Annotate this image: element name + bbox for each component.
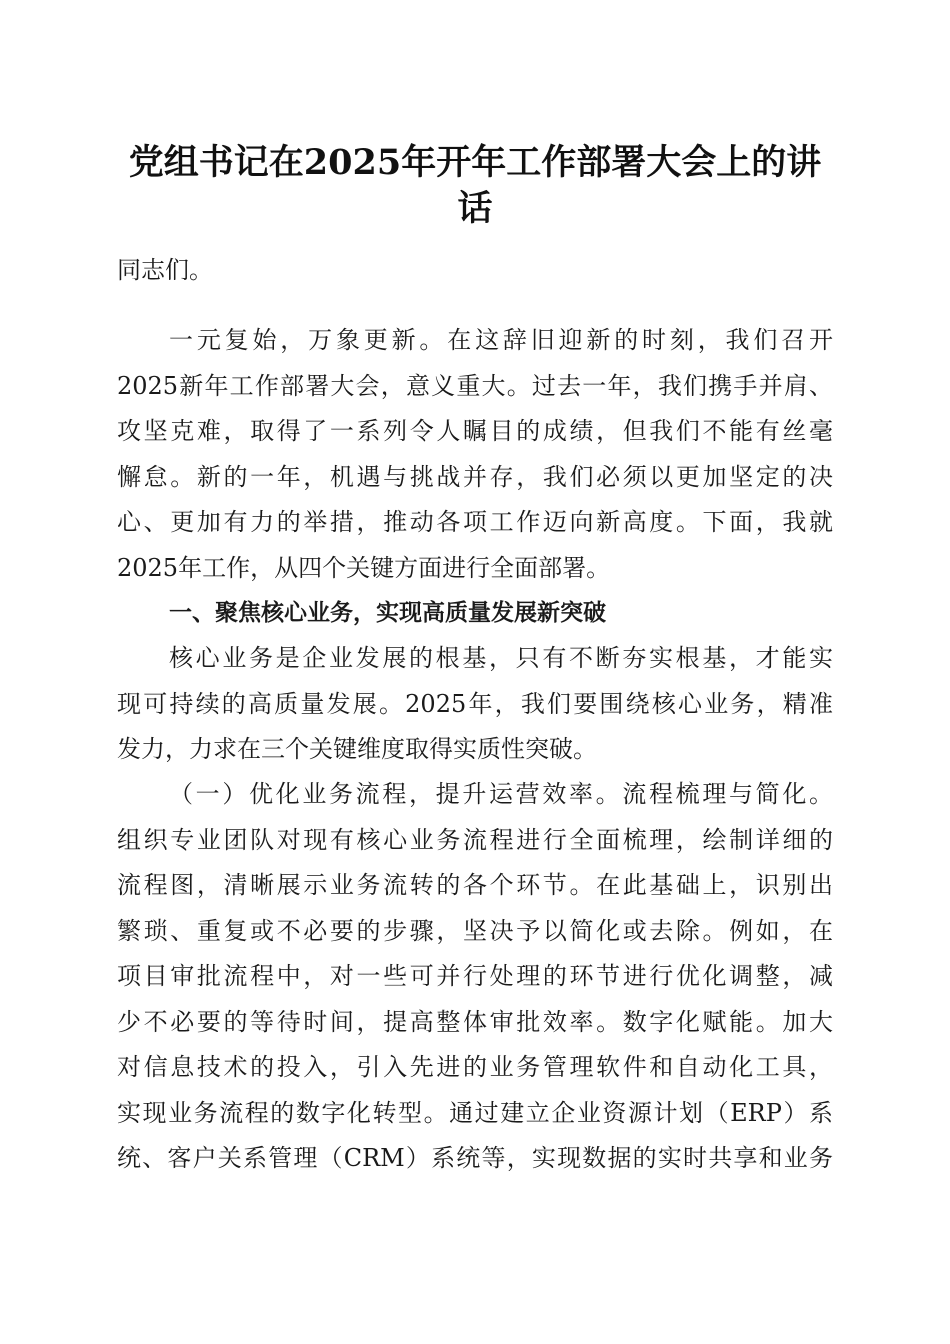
body-line: 少不必要的等待时间，提高整体审批效率。数字化赋能。加大 bbox=[117, 1008, 833, 1036]
body-line: 流程图，清晰展示业务流转的各个环节。在此基础上，识别出 bbox=[117, 871, 833, 899]
body-line: 实现业务流程的数字化转型。通过建立企业资源计划（ERP）系 bbox=[117, 1099, 833, 1127]
body-line: 心、更加有力的举措，推动各项工作迈向新高度。下面，我就 bbox=[117, 508, 833, 536]
body-line: 懈怠。新的一年，机遇与挑战并存，我们必须以更加坚定的决 bbox=[117, 463, 833, 491]
body-line: 繁琐、重复或不必要的步骤，坚决予以简化或去除。例如，在 bbox=[117, 917, 833, 945]
body-line: 2025年工作，从四个关键方面进行全面部署。 bbox=[117, 554, 611, 582]
body-line: 统、客户关系管理（CRM）系统等，实现数据的实时共享和业务 bbox=[117, 1144, 833, 1172]
body-line: 一元复始，万象更新。在这辞旧迎新的时刻，我们召开 bbox=[169, 326, 833, 354]
salutation: 同志们。 bbox=[117, 256, 213, 284]
document-title-line-1: 党组书记在2025年开年工作部署大会上的讲 bbox=[128, 142, 822, 183]
body-line: 现可持续的高质量发展。2025年，我们要围绕核心业务，精准 bbox=[117, 690, 833, 718]
body-line: 组织专业团队对现有核心业务流程进行全面梳理，绘制详细的 bbox=[117, 826, 833, 854]
body-line: 2025新年工作部署大会，意义重大。过去一年，我们携手并肩、 bbox=[117, 372, 833, 400]
body-line: 发力，力求在三个关键维度取得实质性突破。 bbox=[117, 735, 597, 763]
body-line: 核心业务是企业发展的根基，只有不断夯实根基，才能实 bbox=[169, 644, 833, 672]
section-heading: 一、聚焦核心业务，实现高质量发展新突破 bbox=[169, 600, 606, 626]
subsection-line: （一）优化业务流程，提升运营效率。流程梳理与简化。 bbox=[169, 780, 833, 808]
document-title-line-2: 话 bbox=[457, 188, 493, 229]
body-line: 项目审批流程中，对一些可并行处理的环节进行优化调整，减 bbox=[117, 962, 833, 990]
body-line: 对信息技术的投入，引入先进的业务管理软件和自动化工具， bbox=[117, 1053, 833, 1081]
body-line: 攻坚克难，取得了一系列令人瞩目的成绩，但我们不能有丝毫 bbox=[117, 417, 833, 445]
